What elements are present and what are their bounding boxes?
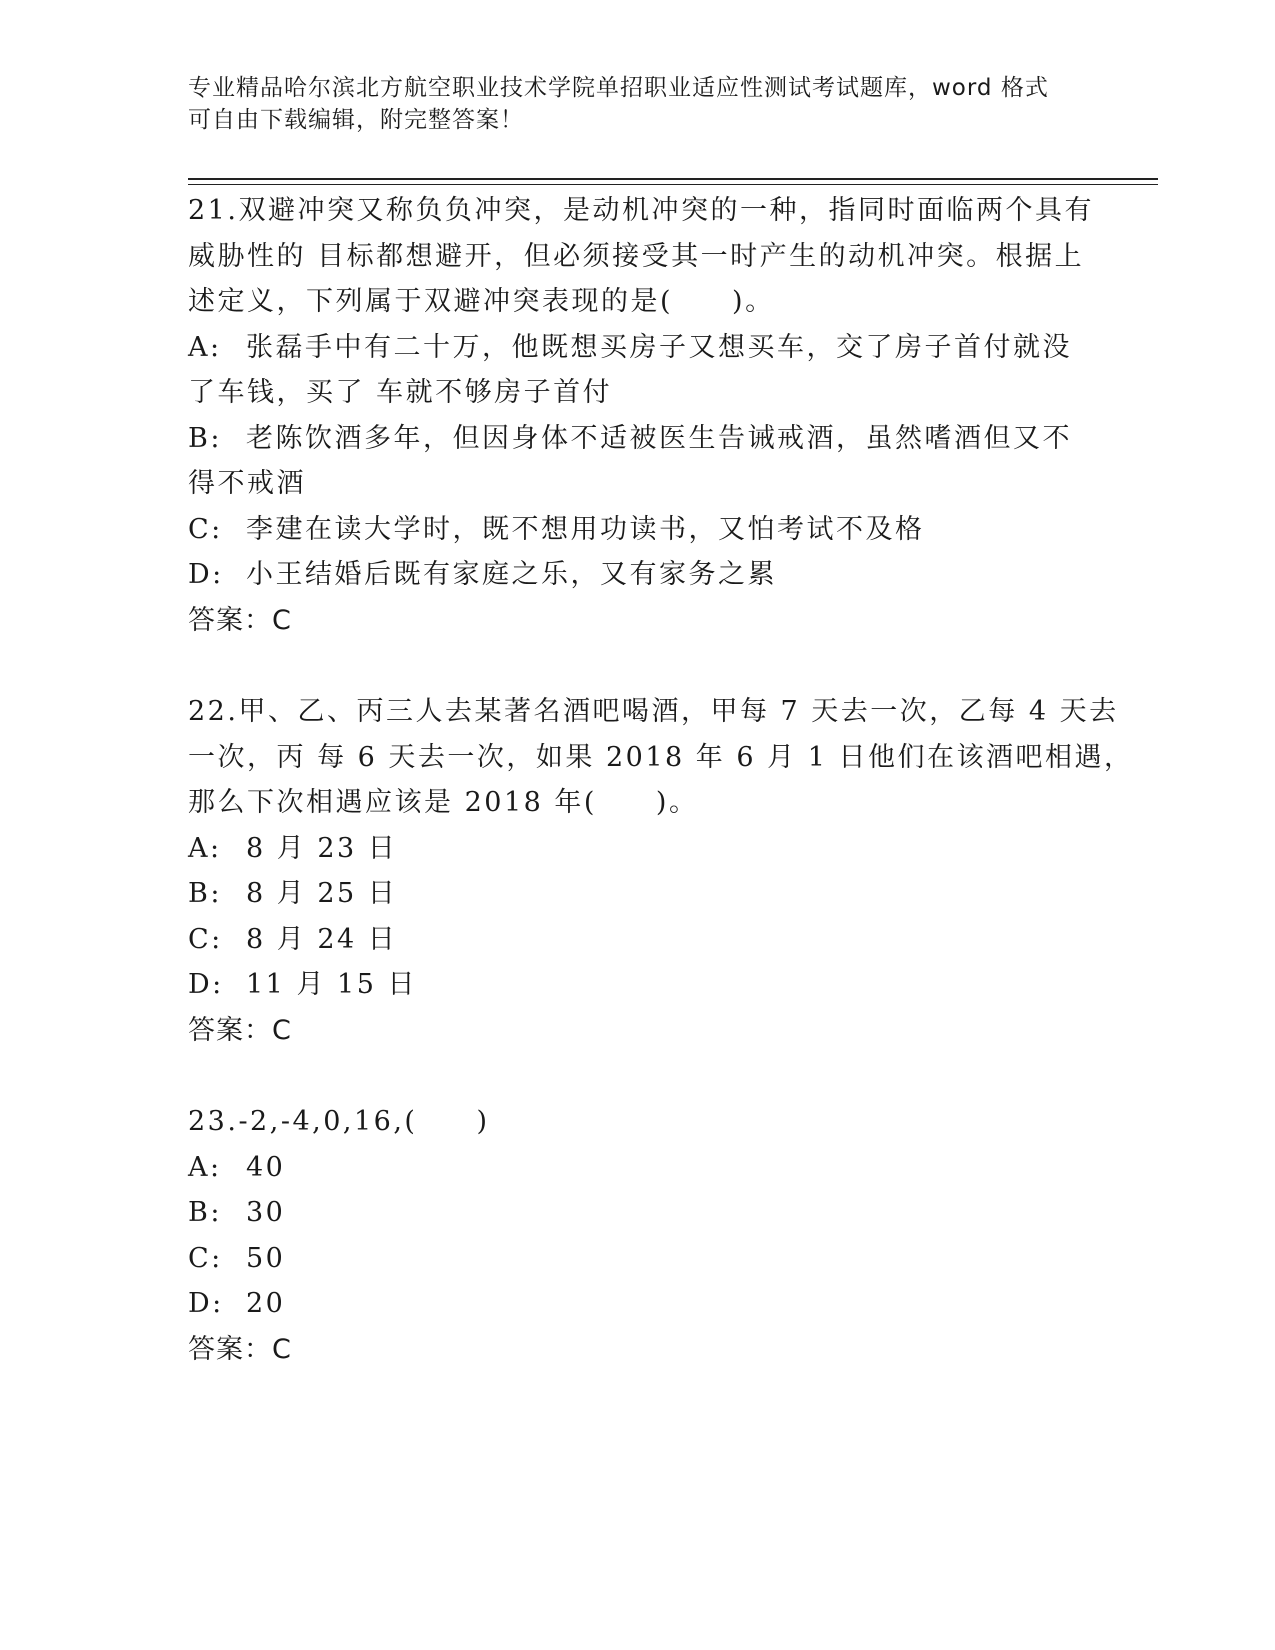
option-text: 8 月 23 日 [246,832,398,864]
header-divider-thin [188,184,1158,185]
answer-line: 答案：C [188,1014,292,1046]
option-d [188,962,1088,1008]
spacer [188,1053,1088,1099]
option-key: C: [188,1242,223,1274]
option-key: B: [188,422,222,454]
header-divider [188,178,1158,180]
question-22 [188,689,1134,1053]
option-key: D: [188,969,224,1000]
question-list [188,188,1134,1372]
document-header [188,72,1088,136]
question-stem-line: 述定义，下列属于双避冲突表现的是( )。 [188,286,775,317]
option-text: 8 月 25 日 [246,878,398,909]
option-b [188,1190,1088,1236]
option-key: D: [188,1288,224,1319]
option-key: C: [188,513,223,545]
option-text: 得不戒酒 [188,468,306,499]
option-a [188,325,1088,416]
option-c [188,507,1088,553]
option-key: B: [188,1197,222,1228]
option-a [188,826,1088,872]
question-stem-line: 21.双避冲突又称负负冲突，是动机冲突的一种，指同时面临两个具有 [188,195,1094,226]
option-key: D: [188,559,224,590]
option-c [188,917,1088,963]
option-text: 40 [246,1151,286,1183]
option-a [188,1145,1088,1191]
option-text: 30 [246,1197,286,1228]
question-21 [188,188,1094,643]
question-stem-line: 那么下次相遇应该是 2018 年( )。 [188,787,699,818]
question-stem-line: 一次，丙 每 6 天去一次，如果 2018 年 6 月 1 日他们在该酒吧相遇， [188,741,1134,773]
option-text: 了车钱，买了 车就不够房子首付 [188,377,613,408]
option-d [188,1281,1088,1327]
question-stem-line: 23.-2,-4,0,16,( ) [188,1106,490,1137]
option-key: A: [188,832,222,864]
option-b [188,416,1088,507]
option-b [188,871,1088,917]
answer-line: 答案：C [188,1333,292,1365]
option-key: B: [188,878,222,909]
option-text: 20 [246,1288,286,1319]
question-stem-line: 22.甲、乙、丙三人去某著名酒吧喝酒，甲每 7 天去一次，乙每 4 天去 [188,696,1119,727]
question-23 [188,1099,1088,1372]
spacer [188,643,1088,689]
header-line: 专业精品哈尔滨北方航空职业技术学院单招职业适应性测试考试题库，word 格式 [188,75,1049,101]
option-key: C: [188,923,223,955]
option-text: 8 月 24 日 [246,923,398,955]
header-line: 可自由下载编辑，附完整答案！ [188,107,524,133]
answer-line: 答案：C [188,604,292,636]
option-text: 小王结婚后既有家庭之乐，又有家务之累 [246,559,777,590]
option-text: 李建在读大学时，既不想用功读书，又怕考试不及格 [246,513,925,545]
option-key: A: [188,1151,222,1183]
option-text: 50 [246,1242,286,1274]
option-c [188,1236,1088,1282]
option-text: 张磊手中有二十万，他既想买房子又想买车，交了房子首付就没 [246,331,1072,363]
option-key: A: [188,331,222,363]
question-stem-line: 威胁性的 目标都想避开，但必须接受其一时产生的动机冲突。根据上 [188,240,1085,272]
option-d [188,552,1088,598]
option-text: 11 月 15 日 [246,969,417,1000]
option-text: 老陈饮酒多年，但因身体不适被医生告诫戒酒，虽然嗜酒但又不 [246,422,1072,454]
